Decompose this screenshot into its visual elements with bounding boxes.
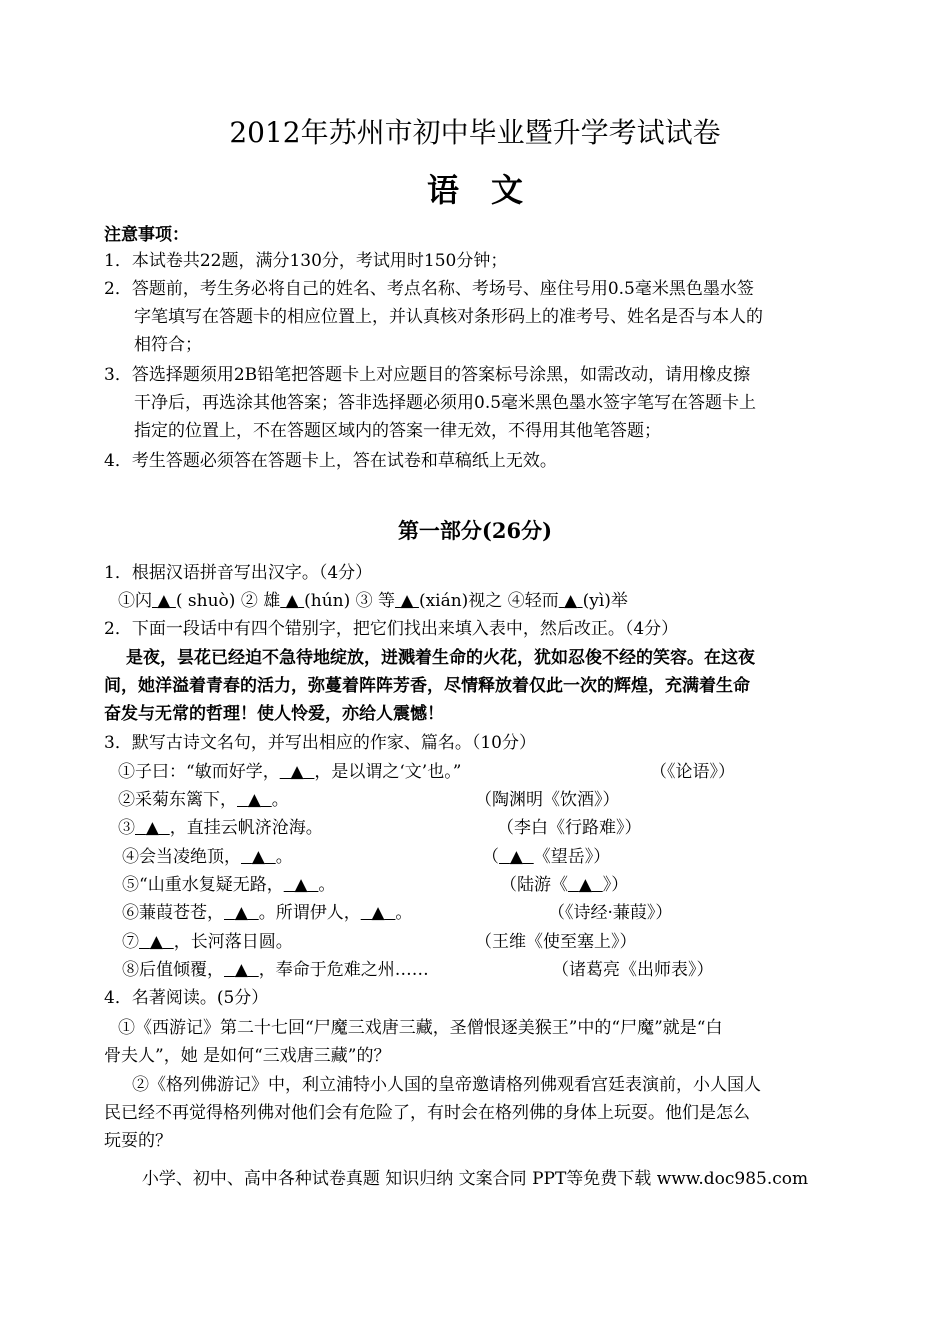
- q3-item: ③ ▲ ，直挂云帆济沧海。: [118, 818, 323, 838]
- q2-passage-line: 是夜，昙花已经迫不急待地绽放，迸溅着生命的火花，犹如忍俊不经的笑容。在这夜: [126, 648, 755, 668]
- notice-line: 指定的位置上，不在答题区域内的答案一律无效，不得用其他笔答题；: [134, 421, 661, 441]
- q3-item: ②采菊东篱下， ▲ 。: [118, 790, 289, 810]
- notice-line: 字笔填写在答题卡的相应位置上，并认真核对条形码上的准考号、姓名是否与本人的: [134, 307, 763, 327]
- q3-source: （ ▲ 《望岳》）: [482, 847, 611, 867]
- subject-title: 语 文: [426, 171, 523, 209]
- q3-stem: 3．默写古诗文名句，并写出相应的作家、篇名。（10分）: [104, 733, 536, 753]
- q1-items: [118, 590, 628, 612]
- answer-blank: ▲: [294, 875, 308, 895]
- answer-blank: ▲: [509, 847, 523, 867]
- q3-source: （李白《行路难》）: [497, 818, 642, 838]
- notice-line: 干净后，再选涂其他答案；答非选择题必须用0.5毫米黑色墨水签字笔写在答题卡上: [134, 393, 757, 413]
- q3-item: ⑥蒹葭苍苍， ▲ 。所谓伊人， ▲ 。: [122, 903, 413, 923]
- answer-blank: ▲: [234, 903, 248, 923]
- notice-heading: 注意事项：: [104, 225, 189, 245]
- footer-note: 小学、初中、高中各种试卷真题 知识归纳 文案合同 PPT等免费下载 www.doc985.com: [141, 1169, 809, 1189]
- answer-blank: ▲: [564, 591, 578, 611]
- q4-line: 玩耍的？: [104, 1131, 172, 1151]
- q3-source: （《诗经·蒹葭》）: [548, 903, 673, 923]
- answer-blank: ▲: [290, 762, 304, 782]
- q1-stem: 1．根据汉语拼音写出汉字。（4分）: [104, 563, 373, 583]
- q3-item: ⑦ ▲ ，长河落日圆。: [122, 932, 293, 952]
- q1-item: ④轻而 ▲ (yì)举: [507, 591, 628, 611]
- section-title: 第一部分(26分): [397, 518, 553, 543]
- notice-line: 4．考生答题必须答在答题卡上，答在试卷和草稿纸上无效。: [104, 451, 557, 471]
- q3-item: ⑤“山重水复疑无路， ▲ 。: [122, 875, 336, 895]
- q4-line: 民已经不再觉得格列佛对他们会有危险了，有时会在格列佛的身体上玩耍。他们是怎么: [104, 1103, 750, 1123]
- answer-blank: ▲: [149, 932, 163, 952]
- notice-line: 相符合；: [134, 335, 202, 355]
- exam-title: 2012年苏州市初中毕业暨升学考试试卷: [229, 116, 721, 149]
- notice-line: 3．答选择题须用2B铅笔把答题卡上对应题目的答案标号涂黑，如需改动，请用橡皮擦: [104, 365, 751, 385]
- answer-blank: ▲: [234, 960, 248, 980]
- notice-line: 2．答题前，考生务必将自己的姓名、考点名称、考场号、座住号用0.5毫米黑色墨水签: [104, 279, 754, 299]
- q4-line: 骨夫人”，她 是如何“三戏唐三藏”的？: [104, 1046, 391, 1066]
- q3-source: （《论语》）: [650, 762, 735, 782]
- answer-blank: ▲: [371, 903, 385, 923]
- answer-blank: ▲: [578, 875, 592, 895]
- answer-blank: ▲: [285, 591, 299, 611]
- q4-stem: 4．名著阅读。(5分）: [104, 988, 269, 1008]
- q1-item: ② 雄 ▲ (hún): [240, 591, 356, 611]
- q4-line: ①《西游记》第二十七回“尸魔三戏唐三藏，圣僧恨逐美猴王”中的“尸魔”就是“白: [118, 1018, 723, 1038]
- answer-blank: ▲: [247, 790, 261, 810]
- q1-item: ①闪 ▲ ( shuò): [118, 591, 241, 611]
- q3-item: ①子曰：“敏而好学， ▲ ，是以谓之‘文’也。”: [118, 762, 462, 782]
- q4-line: ②《格列佛游记》中，利立浦特小人国的皇帝邀请格列佛观看宫廷表演前，小人国人: [132, 1075, 761, 1095]
- q2-passage-line: 奋发与无常的哲理！使人怜爱，亦给人震憾！: [104, 704, 444, 724]
- answer-blank: ▲: [157, 591, 171, 611]
- answer-blank: ▲: [251, 847, 265, 867]
- answer-blank: ▲: [145, 818, 159, 838]
- q3-item: ⑧后值倾覆， ▲ ，奉命于危难之州……: [122, 960, 429, 980]
- q2-stem: 2．下面一段话中有四个错别字，把它们找出来填入表中，然后改正。（4分）: [104, 619, 679, 639]
- q1-item: ③ 等 ▲ (xián)视之: [355, 591, 508, 611]
- answer-blank: ▲: [400, 591, 414, 611]
- q3-source: （王维《使至塞上》）: [475, 932, 637, 952]
- q3-source: （陶渊明《饮酒》）: [475, 790, 620, 810]
- q2-passage-line: 间，她洋溢着青春的活力，弥蔓着阵阵芳香，尽情释放着仅此一次的辉煌，充满着生命: [104, 676, 750, 696]
- q3-source: （诸葛亮《出师表》）: [552, 960, 714, 980]
- q3-item: ④会当凌绝顶， ▲ 。: [122, 847, 293, 867]
- q3-source: （陆游《 ▲ 》）: [500, 875, 629, 895]
- notice-line: 1．本试卷共22题，满分130分，考试用时150分钟；: [104, 251, 508, 271]
